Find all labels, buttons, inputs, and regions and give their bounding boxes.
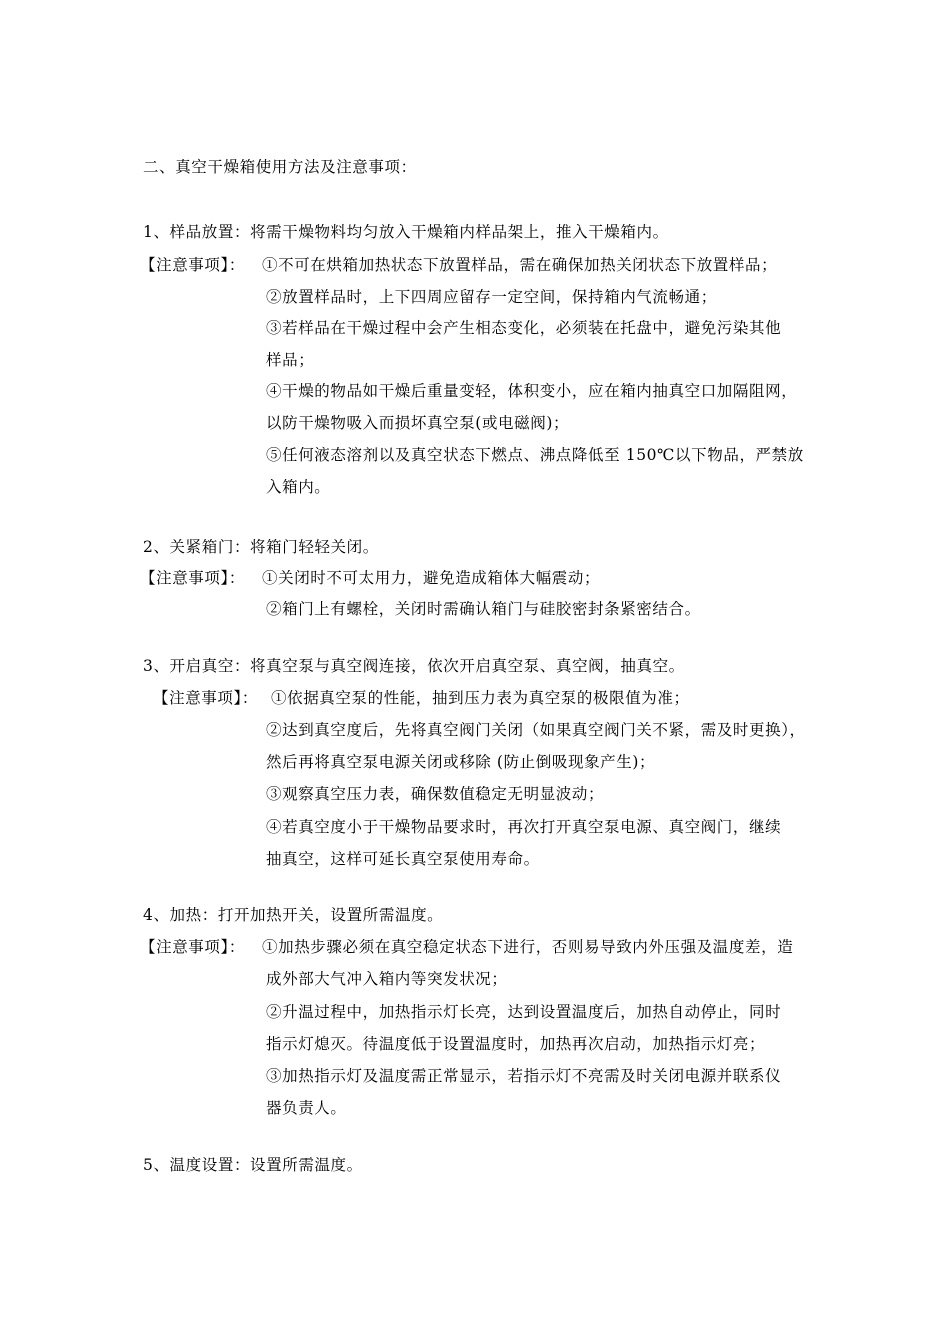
- section-1-note-5: ⑤任何液态溶剂以及真空状态下燃点、沸点降低至 150℃以下物品，严禁放: [266, 446, 804, 464]
- section-4-heading: 4、加热：打开加热开关，设置所需温度。: [143, 906, 444, 924]
- section-1-note-4: ④干燥的物品如干燥后重量变轻，体积变小，应在箱内抽真空口加隔阻网，: [266, 382, 798, 400]
- section-2-note-2: ②箱门上有螺栓，关闭时需确认箱门与硅胶密封条紧密结合。: [266, 600, 701, 618]
- section-2-note-1: ①关闭时不可太用力，避免造成箱体大幅震动；: [262, 569, 601, 587]
- section-1-heading: 1、样品放置：将需干燥物料均匀放入干燥箱内样品架上，推入干燥箱内。: [143, 223, 669, 241]
- section-4-note-1-cont: 成外部大气冲入箱内等突发状况；: [266, 970, 508, 988]
- section-3-note-4: ④若真空度小于干燥物品要求时，再次打开真空泵电源、真空阀门，继续: [266, 818, 782, 836]
- section-3-note-2: ②达到真空度后，先将真空阀门关闭（如果真空阀门关不紧，需及时更换），: [266, 721, 806, 739]
- section-1-note-2: ②放置样品时，上下四周应留存一定空间，保持箱内气流畅通；: [266, 288, 717, 306]
- section-4-note-2: ②升温过程中，加热指示灯长亮，达到设置温度后，加热自动停止，同时: [266, 1003, 782, 1021]
- section-3-note-3: ③观察真空压力表，确保数值稳定无明显波动；: [266, 785, 605, 803]
- section-3-note-4-cont: 抽真空，这样可延长真空泵使用寿命。: [266, 850, 540, 868]
- section-2-heading: 2、关紧箱门：将箱门轻轻关闭。: [143, 538, 379, 556]
- section-3-note-label: 【注意事项】：: [153, 689, 258, 707]
- section-5-heading: 5、温度设置：设置所需温度。: [143, 1156, 363, 1174]
- section-4-note-3-cont: 器负责人。: [266, 1099, 347, 1117]
- section-3-heading: 3、开启真空：将真空泵与真空阀连接，依次开启真空泵、真空阀，抽真空。: [143, 657, 685, 675]
- section-1-note-5-cont: 入箱内。: [266, 478, 331, 496]
- section-1-note-4-cont: 以防干燥物吸入而损坏真空泵(或电磁阀)；: [266, 414, 570, 432]
- section-4-note-1: ①加热步骤必须在真空稳定状态下进行，否则易导致内外压强及温度差，造: [262, 938, 794, 956]
- section-3-note-2-cont: 然后再将真空泵电源关闭或移除 (防止倒吸现象产生)；: [266, 753, 656, 771]
- section-1-note-1: ①不可在烘箱加热状态下放置样品，需在确保加热关闭状态下放置样品；: [262, 256, 778, 274]
- section-1-note-label: 【注意事项】：: [140, 256, 245, 274]
- section-4-note-label: 【注意事项】：: [140, 938, 245, 956]
- section-1-note-3-cont: 样品；: [266, 351, 315, 369]
- section-4-note-3: ③加热指示灯及温度需正常显示，若指示灯不亮需及时关闭电源并联系仪: [266, 1067, 782, 1085]
- section-1-note-3: ③若样品在干燥过程中会产生相态变化，必须装在托盘中，避免污染其他: [266, 319, 782, 337]
- section-4-note-2-cont: 指示灯熄灭。待温度低于设置温度时，加热再次启动，加热指示灯亮；: [266, 1035, 766, 1053]
- document-title: 二、真空干燥箱使用方法及注意事项：: [143, 158, 417, 176]
- section-2-note-label: 【注意事项】：: [140, 569, 245, 587]
- section-3-note-1: ①依据真空泵的性能，抽到压力表为真空泵的极限值为准；: [271, 689, 690, 707]
